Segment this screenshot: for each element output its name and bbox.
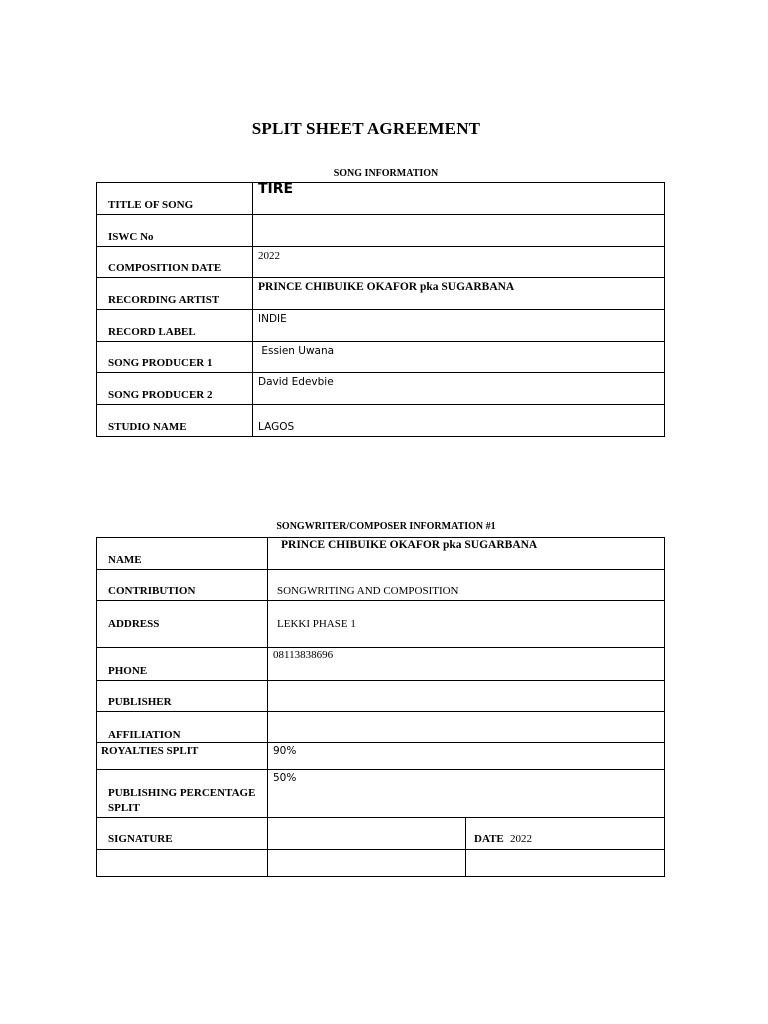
table-row [97,373,665,405]
table-row [97,681,665,712]
publishing-percentage-value: 50% [273,772,297,784]
contribution-label: CONTRIBUTION [108,585,196,597]
title-of-song-label: TITLE OF SONG [108,199,194,211]
value-cell[interactable] [253,278,665,310]
table-row [97,538,665,570]
label-cell [97,712,268,743]
label-cell [97,247,253,278]
label-cell [97,538,268,570]
composition-date-value: 2022 [258,250,280,262]
date-value: 2022 [510,833,532,845]
publisher-label: PUBLISHER [108,696,172,708]
value-cell[interactable] [268,601,665,648]
label-cell [97,342,253,373]
value-cell[interactable] [253,183,665,215]
value-cell[interactable] [268,570,665,601]
label-cell [97,183,253,215]
label-cell [97,601,268,648]
label-cell [97,570,268,601]
table-row [97,215,665,247]
table-row [97,247,665,278]
record-label-label: RECORD LABEL [108,326,196,338]
label-cell [97,405,253,437]
value-cell[interactable] [268,681,665,712]
phone-label: PHONE [108,665,148,677]
phone-value: 08113838696 [273,649,334,661]
royalties-split-value: 90% [273,745,297,757]
song-producer-1-value: Essien Uwana [258,345,335,357]
date-label: DATE [474,833,504,845]
value-cell[interactable] [253,215,665,247]
table-row [97,183,665,215]
table-row [97,601,665,648]
value-cell[interactable] [253,373,665,405]
publishing-percentage-label-split: SPLIT [108,802,140,814]
label-cell [97,743,268,770]
contribution-value: SONGWRITING AND COMPOSITION [277,585,459,597]
signature-label: SIGNATURE [108,833,173,845]
table-row [97,850,665,877]
signature-cell[interactable] [268,818,466,850]
table-row [97,278,665,310]
record-label-value: INDIE [258,313,287,325]
empty-cell[interactable] [268,850,466,877]
value-cell[interactable] [268,712,665,743]
label-cell [97,770,268,818]
name-value: PRINCE CHIBUIKE OKAFOR pka SUGARBANA [281,539,538,551]
value-cell[interactable] [253,342,665,373]
value-cell[interactable] [253,310,665,342]
composition-date-label: COMPOSITION DATE [108,262,222,274]
song-producer-2-value: David Edevbie [258,376,334,388]
table-row [97,570,665,601]
value-cell[interactable] [268,648,665,681]
affiliation-label: AFFILIATION [108,729,181,741]
table-row [97,770,665,818]
label-cell [97,310,253,342]
songwriter-information-table [96,537,665,877]
table-row [97,648,665,681]
song-information-table [96,182,665,437]
recording-artist-label: RECORDING ARTIST [108,294,220,306]
recording-artist-value: PRINCE CHIBUIKE OKAFOR pka SUGARBANA [258,281,515,293]
song-producer-2-label: SONG PRODUCER 2 [108,389,213,401]
table-row [97,818,665,850]
label-cell [97,215,253,247]
empty-cell [97,850,268,877]
table-row [97,405,665,437]
date-cell[interactable] [466,818,665,850]
label-cell [97,818,268,850]
address-label: ADDRESS [108,618,160,630]
song-information-heading: SONG INFORMATION [333,168,439,179]
value-cell[interactable] [268,770,665,818]
table-row [97,342,665,373]
label-cell [97,278,253,310]
empty-cell[interactable] [466,850,665,877]
address-value: LEKKI PHASE 1 [277,618,356,630]
value-cell[interactable] [268,538,665,570]
song-producer-1-label: SONG PRODUCER 1 [108,357,213,369]
value-cell[interactable] [268,743,665,770]
table-row [97,743,665,770]
songwriter-information-heading: SONGWRITER/COMPOSER INFORMATION #1 [276,521,496,532]
table-row [97,310,665,342]
value-cell[interactable] [253,247,665,278]
table-row [97,712,665,743]
document-title: SPLIT SHEET AGREEMENT [251,119,481,138]
title-of-song-value: TIRE [258,181,294,197]
value-cell[interactable] [253,405,665,437]
studio-name-value: LAGOS [258,421,295,433]
publishing-percentage-label: PUBLISHING PERCENTAGE [108,787,256,799]
name-label: NAME [108,554,142,566]
iswc-label: ISWC No [108,231,154,243]
label-cell [97,373,253,405]
label-cell [97,681,268,712]
royalties-split-label: ROYALTIES SPLIT [101,745,199,757]
label-cell [97,648,268,681]
studio-name-label: STUDIO NAME [108,421,187,433]
